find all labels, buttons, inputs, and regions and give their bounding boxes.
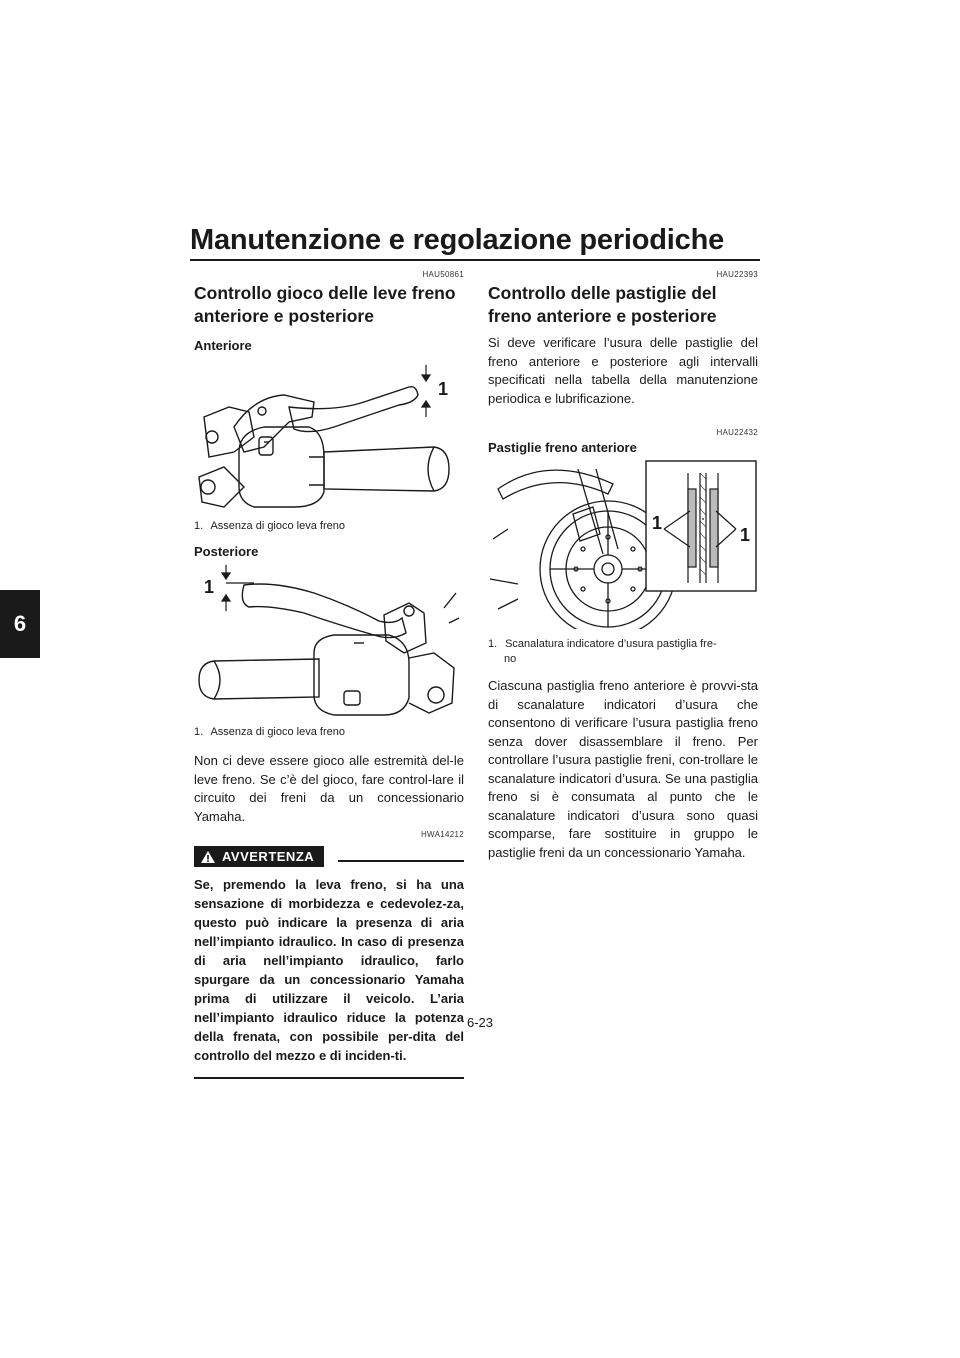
front-brake-pads-illustration (488, 459, 758, 629)
reference-code-pads: HAU22393 (716, 270, 758, 279)
warning-label-box (194, 846, 324, 867)
warning-label: AVVERTENZA (222, 849, 315, 864)
page-number: 6-23 (466, 1015, 494, 1030)
warning-bottom-rule (194, 1077, 464, 1079)
front-lever-figure (194, 357, 464, 517)
page-title: Manutenzione e regolazione periodiche (190, 224, 725, 256)
reference-code: HAU50861 (422, 270, 464, 279)
pads-callout-right: 1 (740, 525, 751, 545)
rear-lever-figure (194, 563, 464, 723)
left-column (194, 270, 464, 1079)
rear-lever-caption: 1. Assenza di gioco leva freno (194, 726, 345, 738)
rear-lever-callout: 1 (204, 577, 215, 597)
pads-callout-left: 1 (652, 513, 663, 533)
right-column (488, 270, 758, 862)
warning-text: Se, premendo la leva freno, si ha una sensazione di morbidezza e cedevolez-za, questo può indicare la presenza di aria nell’impianto idraulico. In caso di presenza di aria nell’impianto idraulico, farlo spurgare da un concessionario Yamaha prima di utilizzare il veicolo. L’aria nell’impianto idraulico riduce la potenza della frenata, con possibile per-dita del controllo del mezzo e di inciden-ti. (194, 877, 464, 1063)
front-pads-figure (488, 459, 758, 629)
chapter-tab: 6 (0, 590, 40, 658)
lever-play-text: Non ci deve essere gioco alle estremità del-le leve freno. Se c’è del gioco, fare control-lare il circuito dei freni da un concessionario Yamaha. (194, 753, 464, 824)
subtitle-front-pads: Pastiglie freno anteriore (488, 440, 637, 455)
front-pads-caption: 1. Scanalatura indicatore d’usura pastiglia fre- no (488, 638, 717, 665)
pads-intro-text: Si deve verificare l’usura delle pastiglie del freno anteriore e posteriore agli intervalli specificati nella tabella della manutenzione periodica e lubrificazione. (488, 335, 758, 406)
pads-body-text: Ciascuna pastiglia freno anteriore è provvi-sta di scanalature indicatori d’usura che consentono di verificare l’usura pastiglia freno senza dover disassemblare il freno. Per controllare l’usura pastiglie freni, con-trollare le scanalature indicatori d’usura. Se una pastiglia freno si è consumata al punto che le scanalature indicatori d’usura sono quasi scomparse, fare sostituire in gruppo le pastiglie freni da un concessionario Yamaha. (488, 678, 758, 860)
front-lever-caption: 1. Assenza di gioco leva freno (194, 520, 345, 532)
header-rule (190, 259, 760, 261)
front-brake-lever-illustration (194, 357, 464, 517)
warning-reference-code: HWA14212 (420, 830, 464, 839)
reference-code-front-pads: HAU22432 (716, 428, 758, 437)
warning-triangle-icon (200, 850, 216, 864)
rear-brake-lever-illustration (194, 563, 464, 723)
front-lever-callout: 1 (438, 379, 449, 399)
section-title-brake-pads: Controllo delle pastiglie del freno anteriore e posteriore (488, 283, 717, 326)
subtitle-rear: Posteriore (194, 544, 259, 559)
section-title-brake-lever: Controllo gioco delle leve freno anteriore e posteriore (194, 283, 456, 326)
subtitle-front: Anteriore (194, 338, 252, 353)
warning-top-rule (338, 860, 464, 862)
page-header (190, 224, 760, 256)
warning-header (194, 846, 464, 867)
